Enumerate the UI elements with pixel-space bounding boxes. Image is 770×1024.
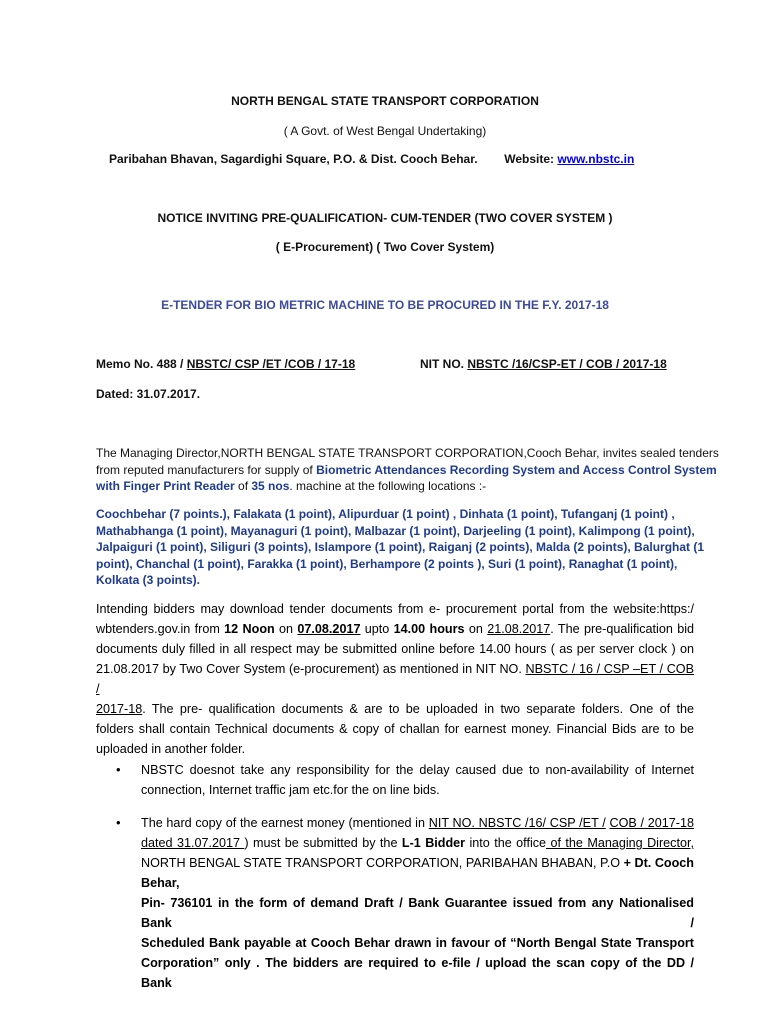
nit-ref-bullet: NIT NO. NBSTC /16/ CSP /ET / xyxy=(428,816,606,830)
product-name: Biometric Attendances Recording System and Access Control System xyxy=(316,462,717,477)
bullet-2-line-2 xyxy=(141,833,694,853)
body-line-2 xyxy=(96,619,694,639)
intro-line-1: The Managing Director,NORTH BENGAL STATE TRANSPORT CORPORATION,Cooch Behar, invites sealed tenders xyxy=(96,446,719,460)
intro-paragraph xyxy=(96,445,719,495)
intro-text: from reputed manufacturers for supply of xyxy=(96,462,317,477)
locations-line-1: Coochbehar (7 points.), Falakata (1 point), Alipurduar (1 point) , Dinhata (1 point), Tufanganj (1 point) , xyxy=(96,507,675,521)
nit-number xyxy=(420,357,667,371)
body-line-1: Intending bidders may download tender documents from e- procurement portal from the website:https:/ xyxy=(96,602,694,616)
body-line-6: folders shall contain Technical documents & copy of challan for earnest money. Financial Bids are to be xyxy=(96,722,694,736)
bullet-text: of the xyxy=(546,836,583,850)
bullet-2-line-3 xyxy=(141,853,694,893)
body-text: upto xyxy=(360,622,394,636)
bullet-text: into the office xyxy=(465,836,547,850)
memo-label: Memo No. 488 / xyxy=(96,357,187,371)
website-label: Website: xyxy=(504,152,555,166)
locations-line-2: Mathabhanga (1 point), Mayanaguri (1 point), Malbazar (1 point), Darjeeling (1 point), Kalimpong (1 point), xyxy=(96,523,695,538)
bullet-2-line-5: Scheduled Bank payable at Cooch Behar drawn in favour of “North Bengal State Transport xyxy=(141,936,694,950)
bullet-2-line-1 xyxy=(141,813,694,833)
district: + Dt. Cooch Behar, xyxy=(141,856,694,890)
body-paragraph xyxy=(96,599,694,759)
org-subtitle: ( A Govt. of West Bengal Undertaking) xyxy=(283,124,487,138)
body-text: on xyxy=(274,622,298,636)
start-date: 07.08.2017 xyxy=(297,622,361,636)
bullet-1-glyph: • xyxy=(116,762,121,777)
intro-of: of xyxy=(234,479,252,493)
bullet-2-text xyxy=(141,813,694,993)
intro-line-3 xyxy=(96,478,719,495)
locations-line-4: point), Chanchal (1 point), Farakka (1 point), Berhampore (2 points ), Suri (1 point), Ranaghat (1 point), xyxy=(96,556,678,571)
notice-title: NOTICE INVITING PRE-QUALIFICATION- CUM-TENDER (TWO COVER SYSTEM ) xyxy=(157,211,613,225)
website-link[interactable]: www.nbstc.in xyxy=(557,152,635,166)
dated-ref-bullet: dated 31.07.2017 xyxy=(141,836,245,850)
nit-ref: NBSTC /16/CSP-ET / COB / 2017-18 xyxy=(467,357,667,371)
bullet-text: The hard copy of the earnest money (mentioned in xyxy=(141,816,429,830)
bullet-1-line-2: connection, Internet traffic jam etc.for the on line bids. xyxy=(141,783,440,797)
cob-ref-bullet: COB / 2017-18 xyxy=(609,816,694,830)
intro-line-2 xyxy=(96,462,719,479)
dated: Dated: 31.07.2017. xyxy=(96,387,201,401)
memo-ref: NBSTC/ CSP /ET /COB / 17-18 xyxy=(186,357,356,371)
product-name-cont: with Finger Print Reader xyxy=(96,479,235,493)
body-line-5 xyxy=(96,699,694,719)
notice-subtitle: ( E-Procurement) ( Two Cover System) xyxy=(275,240,495,254)
body-text: . The pre-qualification bid xyxy=(550,622,695,636)
locations-list xyxy=(96,506,704,589)
bullet-1-line-1: NBSTC doesnot take any responsibility for the delay caused due to non-availability of Internet xyxy=(141,763,694,777)
quantity: 35 nos xyxy=(251,479,290,493)
bullet-2-line-4: Pin- 736101 in the form of demand Draft / Bank Guarantee issued from any Nationalised Bank / xyxy=(141,896,694,930)
end-time: 14.00 hours xyxy=(393,622,465,636)
body-line-4 xyxy=(96,659,694,699)
body-line-3: documents duly filled in all respect may be submitted online before 14.00 hours ( as per server clock ) on xyxy=(96,642,694,656)
bullet-text: NORTH BENGAL STATE TRANSPORT CORPORATION, PARIBAHAN BHABAN, P.O xyxy=(141,856,624,870)
memo-number xyxy=(96,357,355,371)
body-text: . The pre- qualification documents & are to be uploaded in two separate folders. One of the xyxy=(142,702,694,716)
address-text: Paribahan Bhavan, Sagardighi Square, P.O. & Dist. Cooch Behar. xyxy=(109,152,478,166)
end-date: 21.08.2017 xyxy=(487,622,551,636)
bullet-2-line-6: Corporation” only . The bidders are required to e-file / upload the scan copy of the DD / Bank xyxy=(141,956,694,990)
etender-title: E-TENDER FOR BIO METRIC MACHINE TO BE PROCURED IN THE F.Y. 2017-18 xyxy=(161,298,609,312)
start-time: 12 Noon xyxy=(224,622,275,636)
body-text: 21.08.2017 by Two Cover System (e-procurement) as mentioned in NIT NO. xyxy=(96,662,526,676)
address-line xyxy=(109,152,634,166)
l1-bidder: L-1 Bidder xyxy=(401,836,466,850)
nit-label: NIT NO. xyxy=(420,357,468,371)
org-name: NORTH BENGAL STATE TRANSPORT CORPORATION xyxy=(231,94,539,108)
locations-line-5: Kolkata (3 points). xyxy=(96,573,201,587)
body-text: wbtenders.gov.in from xyxy=(96,622,225,636)
bullet-text: ) must be submitted by the xyxy=(244,836,402,850)
intro-tail: . machine at the following locations :- xyxy=(289,479,487,493)
locations-line-3: Jalpaiguri (1 point), Siliguri (3 points), Islampore (1 point), Raiganj (2 points), Malda (2 points), Balurghat (1 xyxy=(96,540,705,554)
bullet-1-text xyxy=(141,760,694,800)
bullet-2-glyph: • xyxy=(116,815,121,830)
nit-year: 2017-18 xyxy=(96,702,143,716)
body-text: on xyxy=(464,622,488,636)
nit-reference: NBSTC / 16 / CSP –ET / COB / xyxy=(96,662,694,696)
bullet-text: Managing Director, xyxy=(582,836,694,850)
body-line-7: uploaded in another folder. xyxy=(96,742,246,756)
